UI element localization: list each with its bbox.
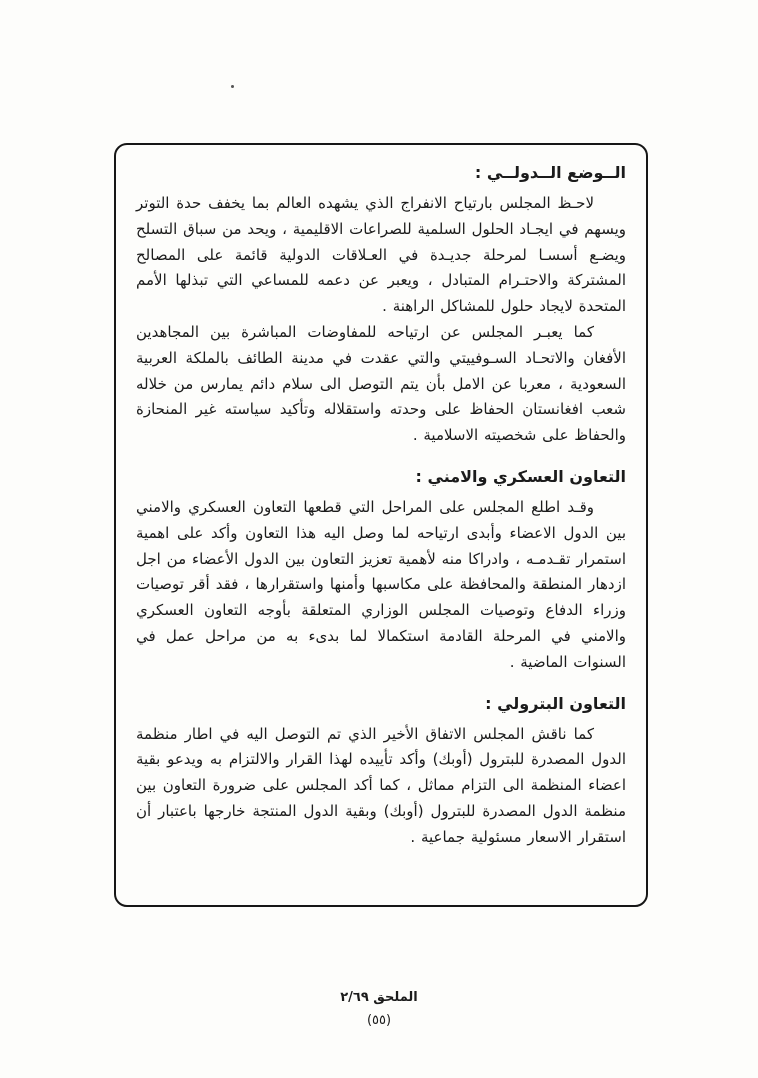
page-number: (٥٥) <box>366 1012 392 1028</box>
section-heading-military-security-cooperation: التعاون العسكري والامني : <box>415 466 626 486</box>
paragraph-international-situation-2: كما يعبـر المجلس عن ارتياحه للمفاوضات المباشرة بين المجاهدين الأفغان والاتحـاد السـوفييتي والتي عقدت في مدينة الطائف بالملكة العربية السعودية ، معربا عن الامل بأن يتم التوصل الى سلام دائم يمارس من خلاله شعب افغانستان الحفاظ على وحدته واستقلاله وتأكيد سياسته غير المنحازة والحفاظ على شخصيته الاسلامية . <box>136 322 626 445</box>
annex-label: الملحق ٢/٦٩ <box>340 990 418 1005</box>
section-heading-international-situation: الــوضع الــدولــي : <box>474 163 626 182</box>
paragraph-petroleum-cooperation: كما ناقش المجلس الاتفاق الأخير الذي تم التوصل اليه في اطار منظمة الدول المصدرة للبترول (أوبك) وأكد تأييده لهذا القرار والالتزام به ويدعو بقية اعضاء المنظمة الى التزام مماثل ، كما أكد المجلس على ضرورة التعاون بين منظمة الدول المصدرة للبترول (أوبك) وبقية الدول المنتجة خارجها باعتبار أن استقرار الاسعار مسئولية جماعية . <box>136 724 626 846</box>
section-heading-petroleum-cooperation: التعاون البترولي : <box>485 693 626 713</box>
page-footer <box>0 990 758 1030</box>
document-frame <box>114 143 648 907</box>
scan-artifact-dot <box>231 85 234 88</box>
paragraph-international-situation-1: لاحـظ المجلس بارتياح الانفراج الذي يشهده العالم بما يخفف حدة التوتر ويسهم في ايجـاد الحلول السلمية للصراعات الاقليمية ، ويحد من سباق التسلح ويضـع أسسـا لمرحلة جديـدة في العـلاقات الدولية قائمة على المصالح المشتركة والاحتـرام المتبادل ، ويعبر عن دعمه للمساعي التي تبذلها الأمم المتحدة لايجاد حلول للمشاكل الراهنة . <box>136 194 626 316</box>
paragraph-military-security-cooperation: وقـد اطلع المجلس على المراحل التي قطعها التعاون العسكري والامني بين الدول الاعضاء وأبدى ارتياحه لما وصل اليه هذا التعاون وأكد على اهمية استمرار تقـدمـه ، وادراكا منه لأهمية تعزيز التعاون بين الدول الأعضاء من اجل ازدهار المنطقة والمحافظة على مكاسبها وأمنها واستقرارها ، فقد أقر توصيات وزراء الدفاع وتوصيات المجلس الوزاري المتعلقة بأوجه التعاون العسكري والامني في المرحلة القادمة استكمالا لما بدىء به من مراحل عمل في السنوات الماضية . <box>136 497 626 671</box>
